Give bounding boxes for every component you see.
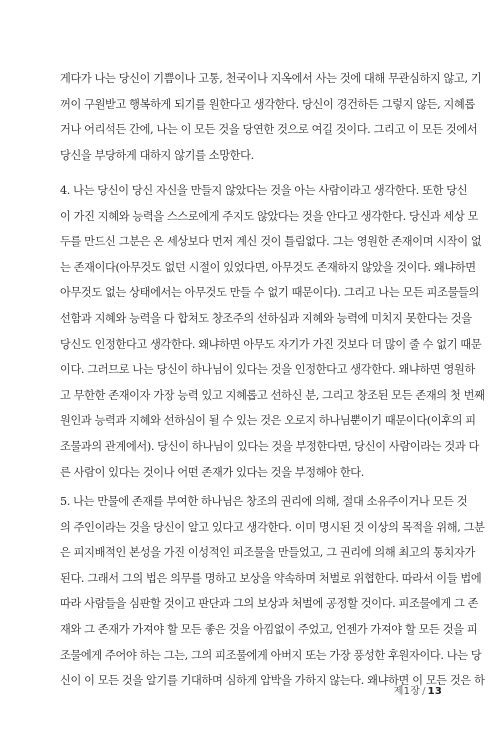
text-line: 5. 나는 만물에 존재를 부여한 하나님은 창조의 권리에 의해, 절대 소유주이거나 모든 것 xyxy=(60,495,468,508)
text-line: 이 가진 지혜와 능력을 스스로에게 주지도 않았다는 것을 안다고 생각한다. 당신과 세상 모 xyxy=(60,209,479,223)
text-line: 재와 그 존재가 가져야 할 모든 좋은 것을 아낌없이 주었고, 언젠가 가져야 할 모든 것을 피 xyxy=(60,622,478,636)
text-line: 의 주인이라는 것을 당신이 알고 있다고 생각한다. 이미 명시된 것 이상의 목적을 위해, 그분 xyxy=(60,520,485,534)
paragraph-2 xyxy=(60,178,485,485)
text-line: 된다. 그래서 그의 법은 의무를 명하고 보상을 약속하며 처벌로 위협한다. 따라서 이들 법에 xyxy=(60,571,482,585)
text-line: 당신도 인정한다고 생각한다. 왜냐하면 아무도 자기가 가진 것보다 더 많이 줄 수 없기 때문 xyxy=(60,337,482,351)
text-line: 른 사람이 있다는 것이나 어떤 존재가 있다는 것을 부정해야 한다. xyxy=(60,465,364,479)
text-line: 는 존재이다(아무것도 없던 시절이 있었다면, 아무것도 존재하지 않았을 것이다. 왜냐하면 xyxy=(60,260,476,274)
text-line: 당신을 부당하게 대하지 않기를 소망한다. xyxy=(60,148,254,162)
text-line: 고 무한한 존재이자 가장 능력 있고 지혜롭고 선하신 분, 그리고 창조된 모든 존재의 첫 번째 xyxy=(60,388,485,402)
chapter-label: 제1장 xyxy=(393,686,421,697)
text-line: 4. 나는 당신이 당신 자신을 만들지 않았다는 것을 아는 사람이라고 생각한다. 또한 당신 xyxy=(60,184,468,197)
text-line: 이다. 그러므로 나는 당신이 하나님이 있다는 것을 인정한다고 생각한다. 왜냐하면 영원하 xyxy=(60,363,475,377)
page-number: 13 xyxy=(427,686,442,697)
text-line: 두를 만드신 그분은 온 세상보다 먼저 계신 것이 틀림없다. 그는 영원한 존재이며 시작이 없 xyxy=(60,235,482,249)
text-line: 따라 사람들을 심판할 것이고 판단과 그의 보상과 처벌에 공정할 것이다. 피조물에게 그 존 xyxy=(60,597,479,611)
text-line: 거나 어리석든 간에, 나는 이 모든 것을 당연한 것으로 여길 것이다. 그리고 이 모든 것에서 xyxy=(60,123,478,137)
page-footer xyxy=(394,682,442,697)
text-line: 조물과의 관계에서). 당신이 하나님이 있다는 것을 부정한다면, 당신이 사람이라는 것과 다 xyxy=(60,439,479,453)
text-line: 게다가 나는 당신이 기쁨이나 고통, 천국이나 지옥에서 사는 것에 대해 무관심하지 않고, 기 xyxy=(60,72,482,85)
text-line: 조물에게 주어야 하는 그는, 그의 피조물에게 아버지 또는 가장 풍성한 후원자이다. 나는 당 xyxy=(60,648,482,662)
text-line: 원인과 능력과 지혜와 선하심이 될 수 있는 것은 오로지 하나님뿐이기 때문이다(이후의 피 xyxy=(60,414,476,428)
footer-separator: / xyxy=(422,686,426,697)
text-line: 선함과 지혜와 능력을 다 합쳐도 창조주의 선하심과 지혜와 능력에 미치지 못한다는 것을 xyxy=(60,311,472,325)
text-line: 은 피지배적인 본성을 가진 이성적인 피조물을 만들었고, 그 권리에 의해 최고의 통치자가 xyxy=(60,546,475,560)
text-line: 신이 이 모든 것을 알기를 기대하며 심하게 압박을 가하지 않는다. 왜냐하면 이 모든 것은 하 xyxy=(60,674,485,688)
paragraph-3 xyxy=(60,489,485,694)
paragraph-1 xyxy=(60,66,482,168)
text-line: 아무것도 없는 상태에서는 아무것도 만들 수 없기 때문이다). 그리고 나는 모든 피조물들의 xyxy=(60,286,479,300)
text-line: 꺼이 구원받고 행복하게 되기를 원한다고 생각한다. 당신이 경건하든 그렇지 않든, 지혜롭 xyxy=(60,97,475,111)
